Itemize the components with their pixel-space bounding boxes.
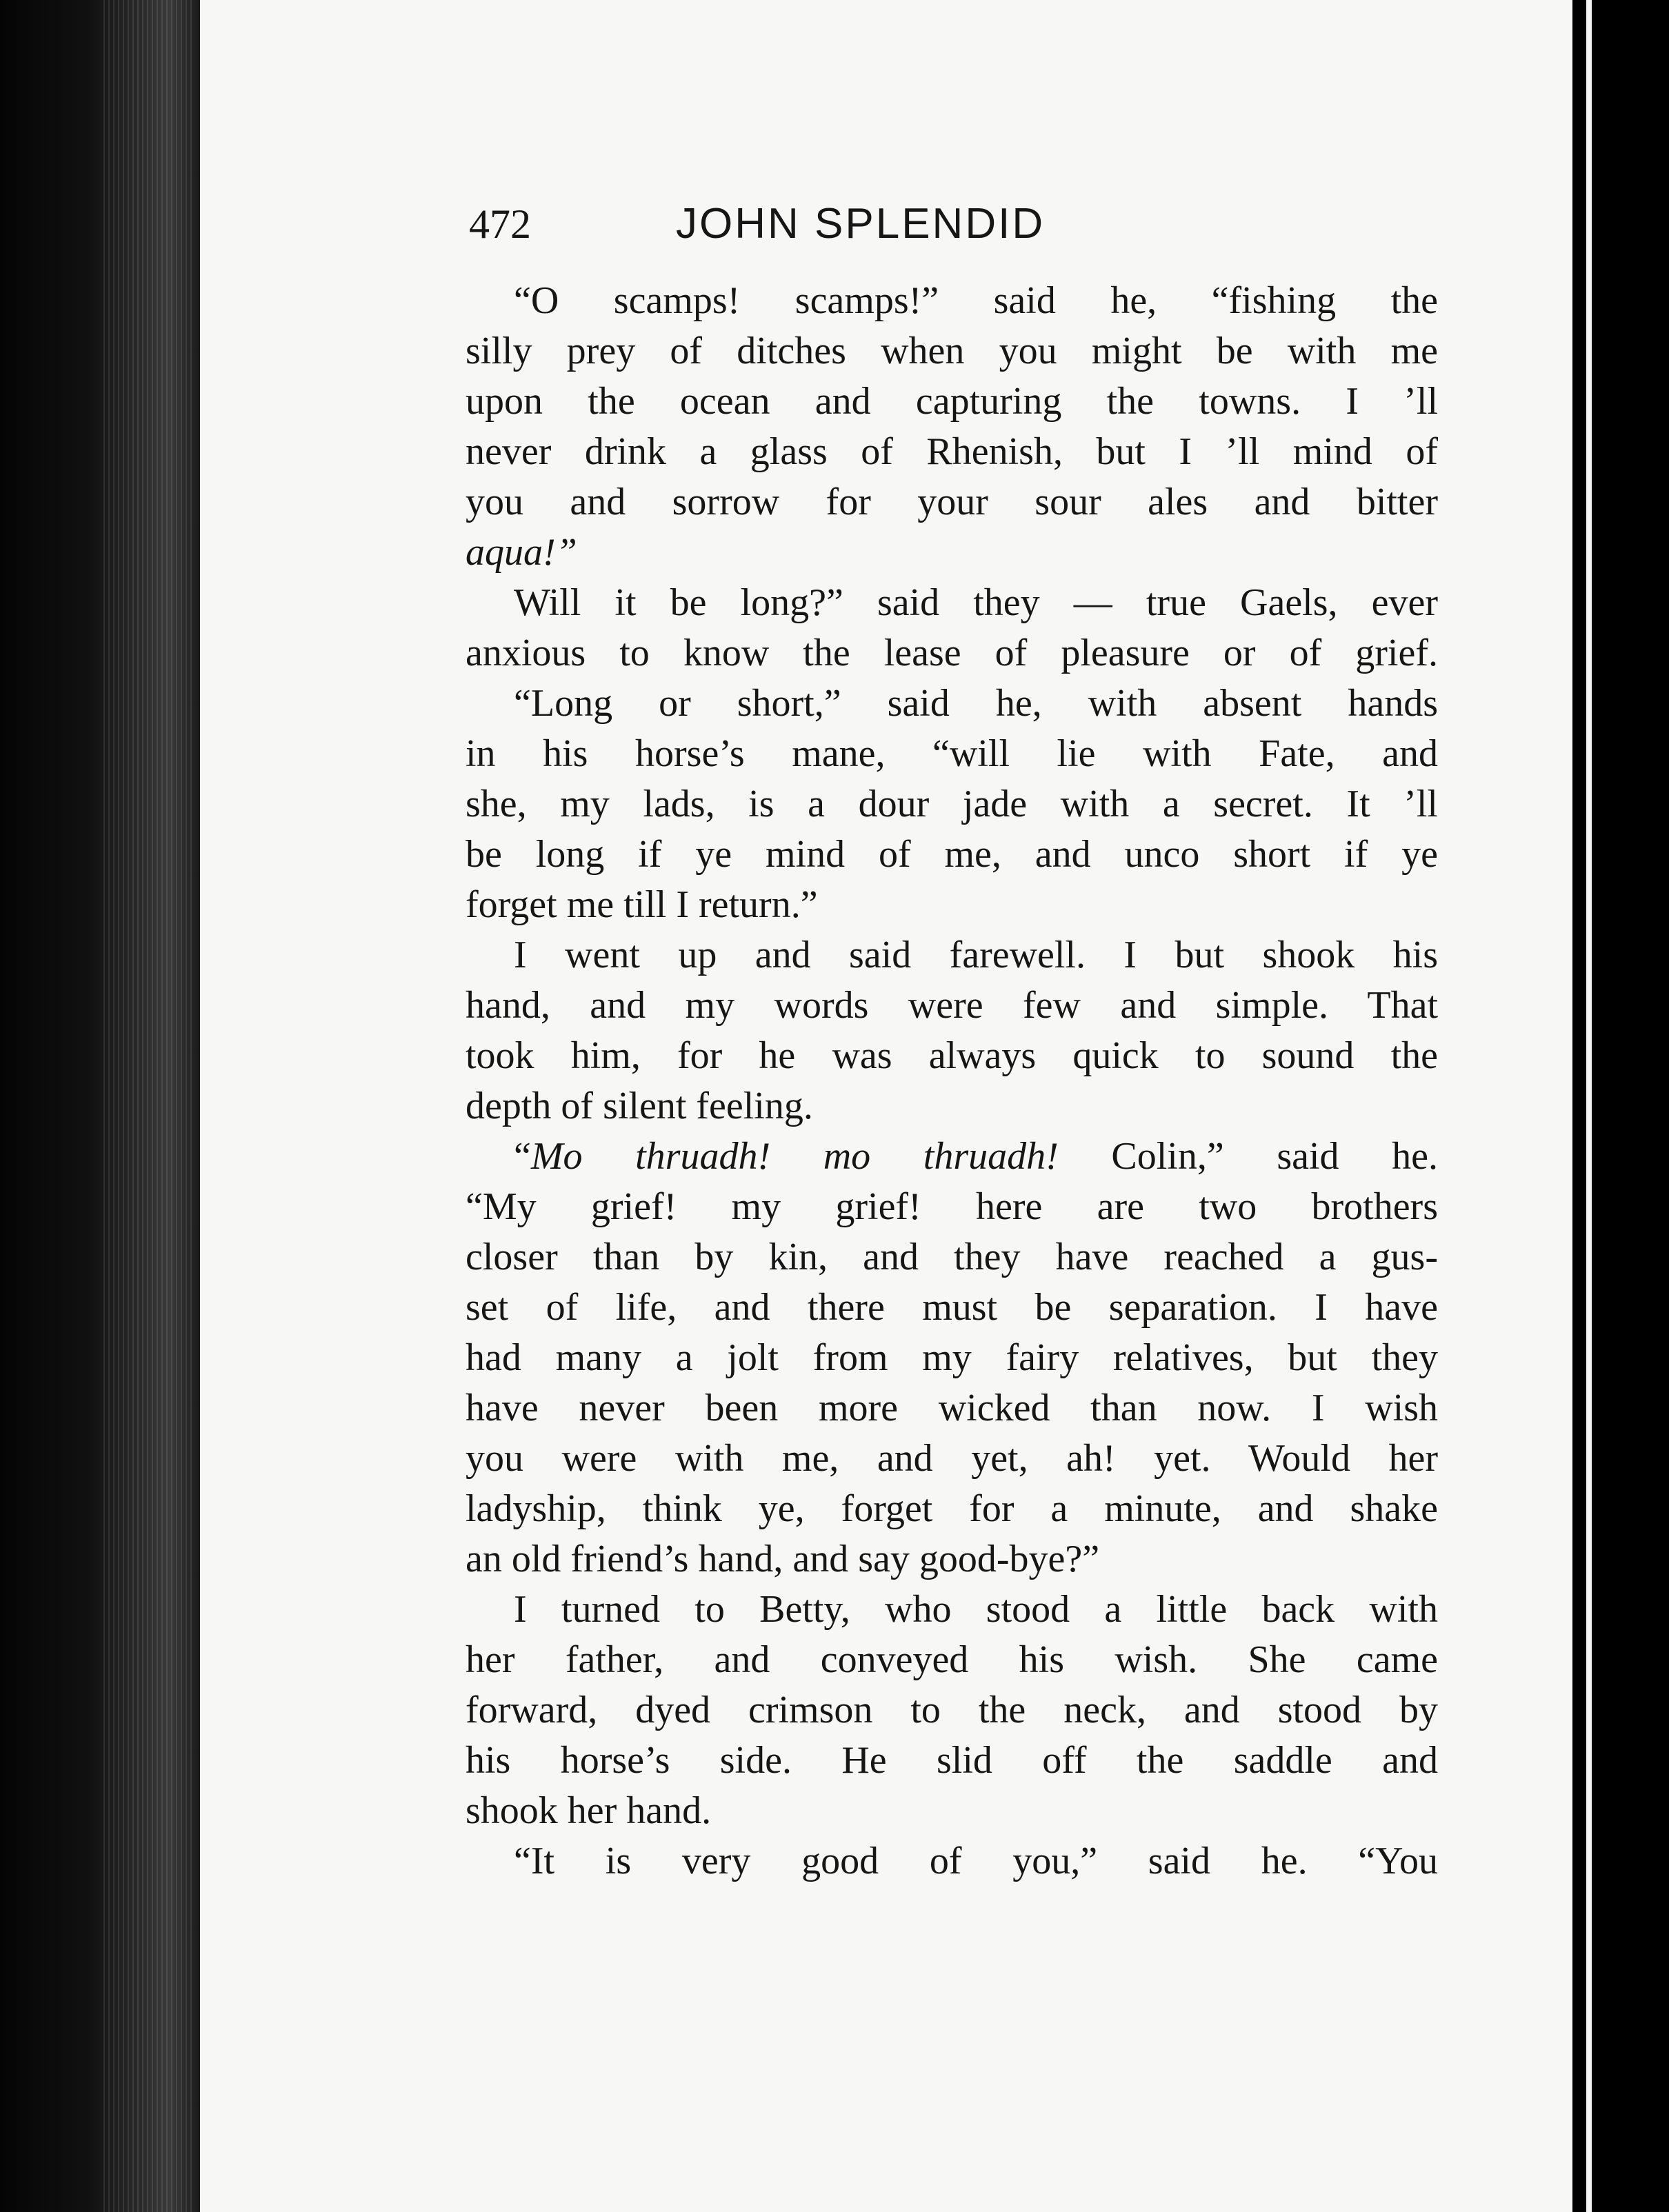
text-line: Will it be long?” said they — true Gaels, ever	[514, 581, 1438, 624]
text-line: ladyship, think ye, forget for a minute, and shake	[466, 1487, 1438, 1530]
text-line	[466, 1132, 1438, 1182]
text-line: her father, and conveyed his wish. She came	[466, 1638, 1438, 1681]
gaelic-phrase: Mo thruadh! mo thruadh!	[530, 1135, 1059, 1178]
text-line: had many a jolt from my fairy relatives, but they	[466, 1336, 1438, 1379]
body-text	[466, 276, 1438, 1887]
binding-page-edges	[103, 0, 193, 2212]
text-line: hand, and my words were few and simple. That	[466, 984, 1438, 1027]
text-line: silly prey of ditches when you might be with me	[466, 330, 1438, 372]
text-line: “It is very good of you,” said he. “You	[514, 1840, 1438, 1882]
text-line: she, my lads, is a dour jade with a secret. It ’ll	[466, 783, 1438, 825]
text-line: his horse’s side. He slid off the saddle and	[466, 1739, 1438, 1782]
text-line: never drink a glass of Rhenish, but I ’ll mind of	[466, 430, 1438, 473]
text-line: you and sorrow for your sour ales and bitter	[466, 481, 1438, 523]
running-head	[469, 186, 1441, 262]
text-line: an old friend’s hand, and say good-bye?”	[466, 1538, 1100, 1580]
text-line: aqua!”	[466, 531, 577, 574]
text-line: be long if ye mind of me, and unco short if ye	[466, 833, 1438, 876]
text-line: “My grief! my grief! here are two brothers	[466, 1185, 1438, 1228]
text-line: set of life, and there must be separation. I have	[466, 1286, 1438, 1329]
text-line: upon the ocean and capturing the towns. I ’ll	[466, 380, 1438, 423]
text-line: forward, dyed crimson to the neck, and stood by	[466, 1689, 1438, 1731]
text-line: I went up and said farewell. I but shook his	[514, 934, 1438, 976]
text-line: forget me till I return.”	[466, 883, 818, 926]
book-title: JOHN SPLENDID	[676, 200, 1046, 248]
text-line: closer than by kin, and they have reached a gus-	[466, 1236, 1438, 1278]
text-line: in his horse’s mane, “will lie with Fate, and	[466, 732, 1438, 775]
text-line: shook her hand.	[466, 1789, 712, 1832]
right-sheet-edge	[1586, 0, 1592, 2212]
text-line: depth of silent feeling.	[466, 1085, 813, 1127]
page-number: 472	[469, 201, 531, 247]
open-quote: “	[514, 1135, 531, 1178]
text-line: have never been more wicked than now. I wish	[466, 1387, 1438, 1429]
text-line: I turned to Betty, who stood a little back with	[514, 1588, 1438, 1631]
text-fragment: Colin,” said he.	[1058, 1135, 1438, 1178]
text-line: you were with me, and yet, ah! yet. Would her	[466, 1437, 1438, 1480]
text-line: took him, for he was always quick to sound the	[466, 1034, 1438, 1077]
text-line: anxious to know the lease of pleasure or of grief.	[466, 632, 1438, 674]
text-line: “Long or short,” said he, with absent hands	[514, 682, 1438, 725]
text-line: “O scamps! scamps!” said he, “fishing the	[514, 279, 1438, 322]
